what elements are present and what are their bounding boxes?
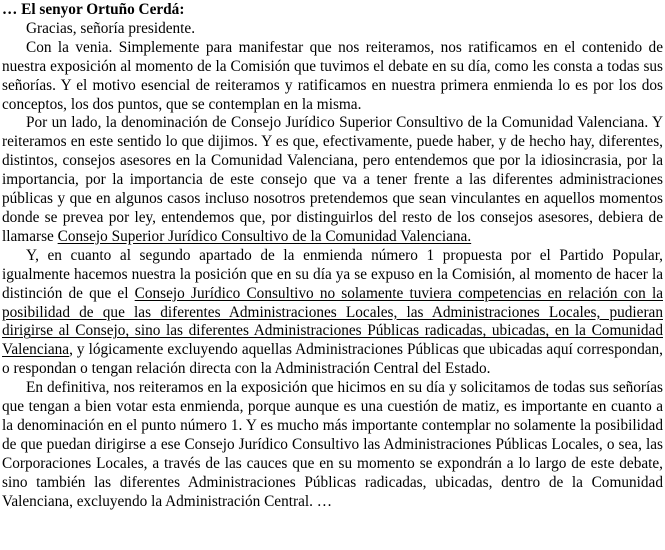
text-segment: , y lógicamente excluyendo aquellas Administraciones Públicas que ubicadas aquí correspondan, o respondan o tengan relación directa con la Administración Central del Estado.	[2, 341, 663, 378]
transcript-paragraph	[2, 20, 663, 39]
underlined-text-segment: Consejo Superior Jurídico Consultivo de la Comunidad Valenciana.	[57, 227, 472, 245]
transcript-paragraph	[2, 247, 663, 379]
text-segment: Con la venia. Simplemente para manifestar que nos reiteramos, nos ratificamos en el contenido de nuestra exposición al momento de la Comisión que tuvimos el debate en su día, como les consta a todas sus señorías. Y el motivo esencial de reiteramos y ratificamos en nuestra primera enmienda lo es por los dos conceptos, los dos puntos, que se contemplan en la misma.	[2, 38, 663, 113]
transcript-body	[2, 20, 663, 512]
text-segment: Por un lado, la denominación de Consejo Jurídico Superior Consultivo de la Comunidad Valenciana. Y reiteramos en este sentido lo que dijimos. Y es que, efectivamente, puede haber, y de hecho hay, diferentes, distintos, consejos asesores en la Comunidad Valenciana, pero entendemos que por la idiosincrasia, por la importancia, por la importancia de este consejo que va a tener frente a las diferentes administraciones públicas y que en algunos casos incluso nosotros pretendemos que sean vinculantes en aquellos momentos donde se prevea por ley, entendemos que, por distinguirlos del resto de los consejos asesores, debiera de llamarse	[2, 114, 663, 245]
underlined-text-segment: Consejo Jurídico Consultivo no solamente tuviera competencias en relación con la posibilidad de que las diferentes Administraciones Locales, las Administraciones Locales, pudieran dirigirse al Consejo, sino las diferentes Administraciones Públicas radicadas, ubicadas, en la Comunidad Valenciana	[2, 284, 663, 359]
text-segment: Gracias, señoría presidente.	[26, 19, 196, 37]
speaker-heading: … El senyor Ortuño Cerdá:	[2, 1, 185, 18]
text-segment: Y, en cuanto al segundo apartado de la enmienda número 1 propuesta por el Partido Popular, igualmente hacemos nuestra la posición que en su día ya se expuso en la Comisión, al momento de hacer la distinción de que el	[2, 246, 663, 302]
transcript-paragraph	[2, 39, 663, 115]
transcript-paragraph	[2, 379, 663, 511]
transcript-paragraph	[2, 114, 663, 246]
text-segment: En definitiva, nos reiteramos en la exposición que hicimos en su día y solicitamos de todas sus señorías que tengan a bien votar esta enmienda, porque aunque es una cuestión de matiz, es importante en cuanto a la denominación en el punto número 1. Y es mucho más importante contemplar no solamente la posibilidad de que puedan dirigirse a ese Consejo Jurídico Consultivo las Administraciones Públicas Locales, o sea, las Corporaciones Locales, a través de las cauces que en su momento se expondrán a lo largo de este debate, sino también las diferentes Administraciones Públicas radicadas, ubicadas, dentro de la Comunidad Valenciana, excluyendo la Administración Central. …	[2, 379, 663, 510]
